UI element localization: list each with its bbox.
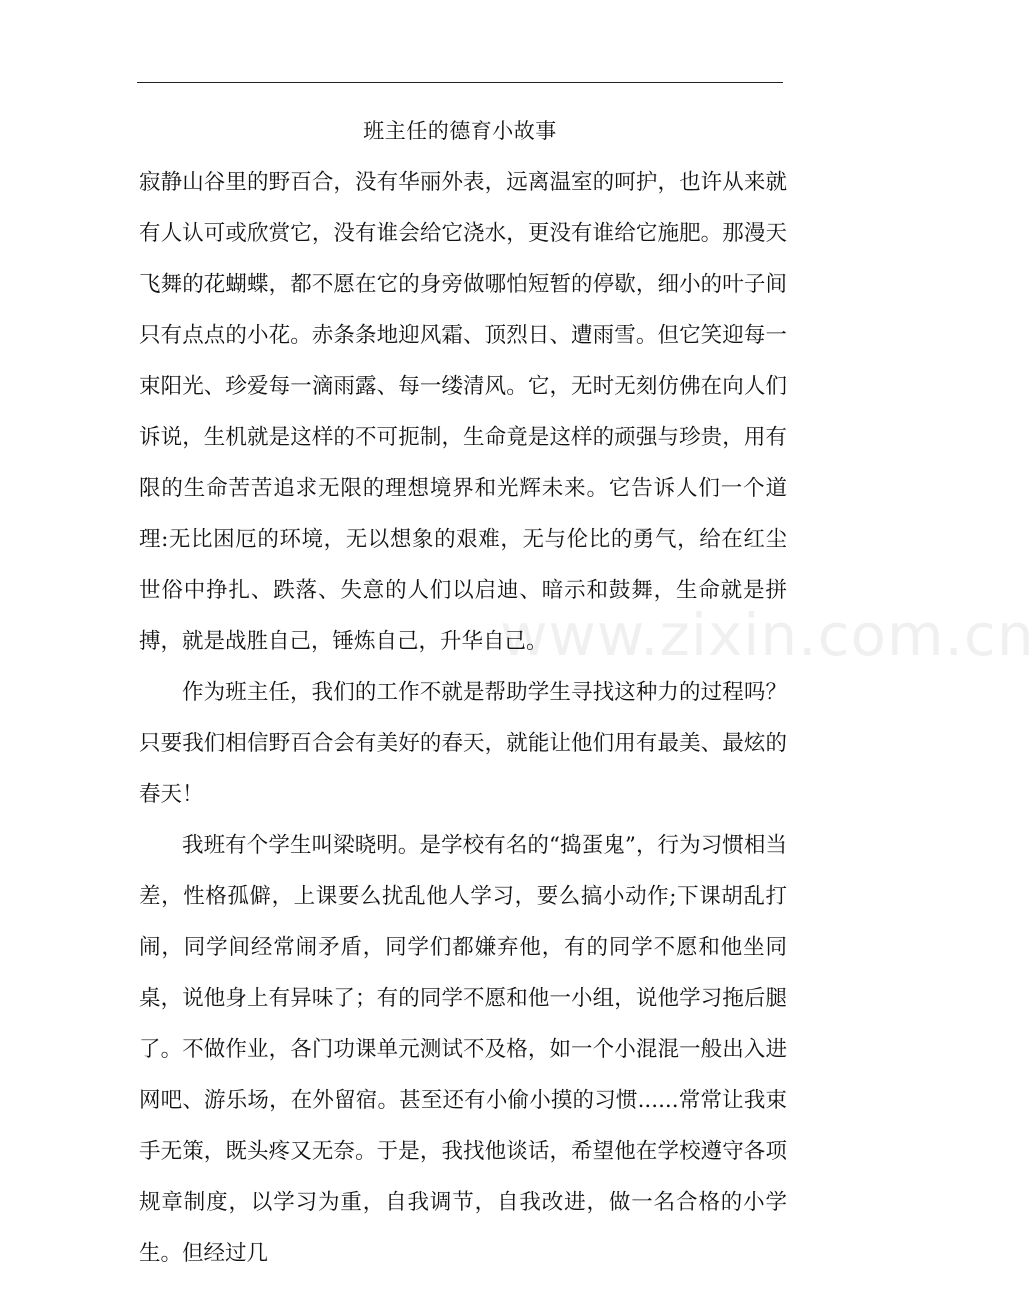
document-body — [139, 157, 787, 1279]
paragraph-2: 作为班主任，我们的工作不就是帮助学生寻找这种力的过程吗？只要我们相信野百合会有美好的春天，就能让他们用有最美、最炫的春天！ — [139, 680, 787, 807]
document-title: 班主任的德育小故事 — [363, 119, 557, 143]
paragraph-3: 我班有个学生叫梁晓明。是学校有名的“捣蛋鬼”，行为习惯相当差，性格孤僻，上课要么扰乱他人学习，要么搞小动作;下课胡乱打闹，同学间经常闹矛盾，同学们都嫌弃他，有的同学不愿和他坐同桌，说他身上有异味了；有的同学不愿和他一小组，说他学习拖后腿了。不做作业，各门功课单元测试不及格，如一个小混混一般出入进网吧、游乐场，在外留宿。甚至还有小偷小摸的习惯......常常让我束手无策，既头疼又无奈。于是，我找他谈话，希望他在学校遵守各项规章制度，以学习为重，自我调节，自我改进，做一名合格的小学生。但经过几 — [139, 833, 787, 1266]
watermark: www.zixin.com.cn — [500, 601, 1035, 669]
paragraph-1: 寂静山谷里的野百合，没有华丽外表，远离温室的呵护，也许从来就有人认可或欣赏它，没有谁会给它浇水，更没有谁给它施肥。那漫天飞舞的花蝴蝶，都不愿在它的身旁做哪怕短暂的停歇，细小的叶子间只有点点的小花。赤条条地迎风霜、顶烈日、遭雨雪。但它笑迎每一束阳光、珍爱每一滴雨露、每一缕清风。它，无时无刻仿佛在向人们诉说，生机就是这样的不可扼制，生命竟是这样的顽强与珍贵，用有限的生命苦苦追求无限的理想境界和光辉未来。它告诉人们一个道理:无比困厄的环境，无以想象的艰难，无与伦比的勇气，给在红尘世俗中挣扎、跌落、失意的人们以启迪、暗示和鼓舞，生命就是拼搏，就是战胜自己，锤炼自己，升华自己。 — [139, 170, 787, 654]
header-rule — [137, 82, 783, 83]
